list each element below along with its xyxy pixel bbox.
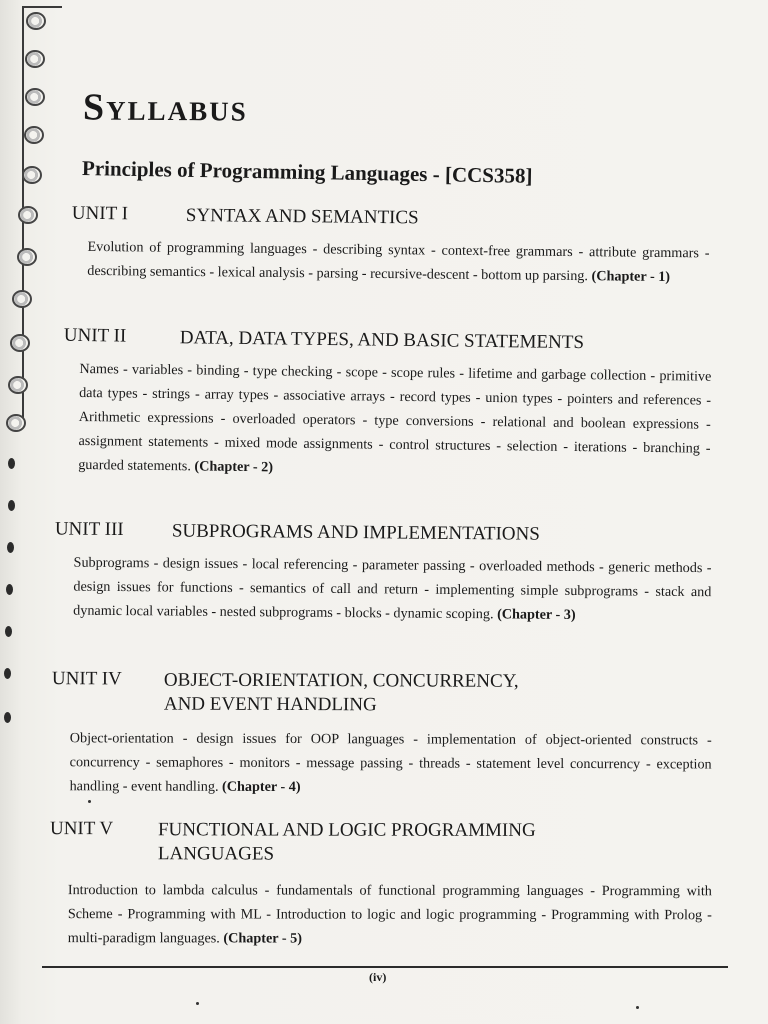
chapter-reference: (Chapter - 5)	[223, 930, 302, 947]
binding-hole	[4, 668, 11, 679]
chapter-reference: (Chapter - 4)	[222, 778, 301, 796]
binding-ring	[26, 12, 46, 30]
scan-speck	[196, 1002, 199, 1005]
binding-ring	[24, 126, 44, 144]
unit-title-continued: LANGUAGES	[157, 843, 275, 865]
unit-description	[73, 551, 712, 629]
binding-hole	[8, 458, 15, 469]
binding-hole	[5, 626, 12, 637]
unit-section	[0, 322, 768, 476]
binding-hole	[4, 712, 11, 723]
scan-speck	[636, 1006, 639, 1009]
unit-title: SYNTAX AND SEMANTICS	[185, 204, 419, 229]
unit-title-continued: AND EVENT HANDLING	[163, 693, 377, 716]
binding-ring	[10, 334, 30, 352]
unit-number: UNIT I	[71, 202, 129, 225]
unit-title: DATA, DATA TYPES, AND BASIC STATEMENTS	[179, 327, 585, 354]
binding-hole	[8, 500, 15, 511]
unit-title: OBJECT-ORIENTATION, CONCURRENCY,	[163, 669, 519, 692]
binding-ring	[22, 166, 42, 184]
unit-topics: Evolution of programming languages - describing syntax - context-free grammars - attribute grammars - describing semantics - lexical analysis - parsing - recursive-descent - bottom up parsing.	[87, 238, 710, 285]
page-number: (iv)	[369, 970, 387, 984]
binding-ring	[8, 376, 28, 394]
unit-title: SUBPROGRAMS AND IMPLEMENTATIONS	[171, 520, 540, 545]
spiral-binding	[0, 0, 44, 760]
binding-ring	[25, 88, 45, 106]
binding-ring	[25, 50, 45, 68]
chapter-reference: (Chapter - 2)	[194, 458, 274, 476]
chapter-reference: (Chapter - 3)	[497, 606, 576, 624]
unit-description	[87, 235, 709, 290]
unit-number: UNIT III	[54, 518, 124, 541]
binding-hole	[6, 584, 13, 595]
unit-description	[78, 357, 711, 485]
course-title: Principles of Programming Languages - [CCS358]	[81, 156, 533, 188]
unit-section	[0, 200, 768, 286]
binding-ring	[6, 414, 26, 432]
unit-number: UNIT II	[63, 324, 127, 347]
unit-section	[0, 816, 768, 947]
unit-topics: Subprograms - design issues - local referencing - parameter passing - overloaded methods - generic methods - design issues for functions - semantics of call and return - implementing simple subprograms - stack and dynamic local variables - nested subprograms - blocks - dynamic scoping.	[73, 554, 712, 623]
binding-ring	[17, 248, 37, 266]
unit-title: FUNCTIONAL AND LOGIC PROGRAMMING	[157, 819, 536, 841]
binding-ring	[12, 290, 32, 308]
chapter-reference: (Chapter - 1)	[591, 268, 671, 286]
unit-topics: Object-orientation - design issues for OOP languages - implementation of object-oriented constructs - concurrency - semaphores - monitors - message passing - threads - statement level concurrency - exception handling - event handling.	[69, 730, 712, 795]
unit-number: UNIT V	[49, 818, 114, 840]
binding-hole	[7, 542, 14, 553]
page-heading: Syllabus	[82, 86, 248, 130]
unit-topics: Names - variables - binding - type checking - scope - scope rules - lifetime and garbage collection - primitive data types - strings - array types - associative arrays - record types - union types - pointers and references - Arithmetic expressions - overloaded operators - type conversions - relational and boolean expressions - assignment statements - mixed mode assignments - control structures - selection - iterations - branching - guarded statements.	[78, 360, 712, 475]
unit-description	[68, 878, 712, 951]
unit-section	[0, 666, 768, 796]
scan-speck	[88, 800, 91, 803]
unit-section	[0, 516, 768, 624]
footer-rule	[42, 966, 728, 968]
unit-number: UNIT IV	[51, 668, 122, 690]
unit-description	[70, 726, 712, 800]
unit-topics: Introduction to lambda calculus - fundamentals of functional programming languages - Programming with Scheme - Programming with ML - Introduction to logic and logic programming - Programming with Prolog - multi-paradigm languages.	[67, 882, 712, 947]
binding-ring	[18, 206, 38, 224]
